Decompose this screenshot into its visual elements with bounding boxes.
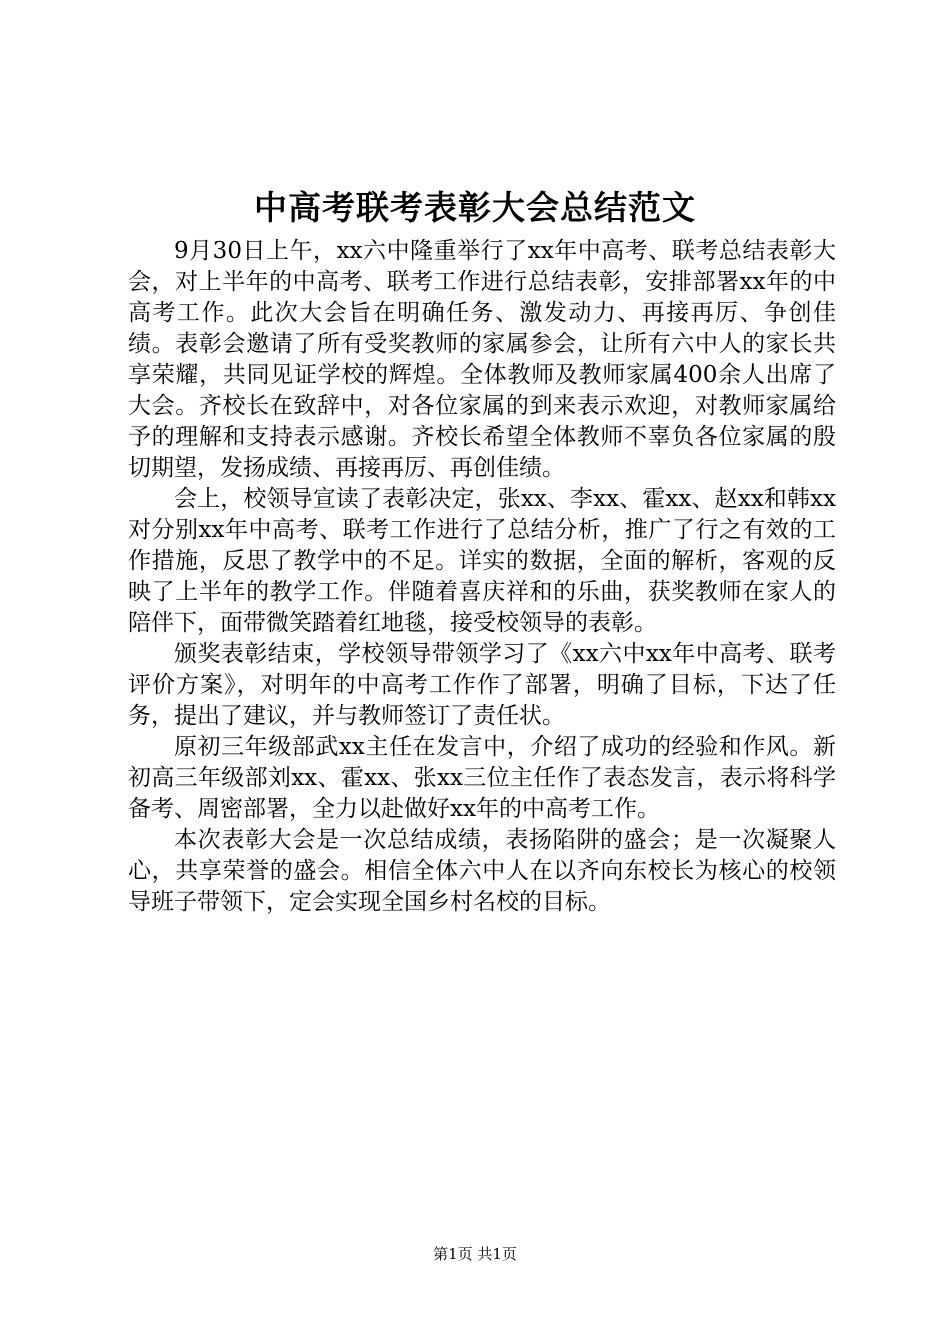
paragraph-4: 原初三年级部武xx主任在发言中，介绍了成功的经验和作风。新初高三年级部刘xx、霍xx、张xx三位主任作了表态发言，表示将科学备考、周密部署，全力以赴做好xx年的中高考工作。 xyxy=(128,734,836,822)
document-body xyxy=(128,236,836,918)
paragraph-3: 颁奖表彰结束，学校领导带领学习了《xx六中xx年中高考、联考评价方案》，对明年的中高考工作作了部署，明确了目标，下达了任务，提出了建议，并与教师签订了责任状。 xyxy=(128,641,836,729)
paragraph-1: 9月30日上午，xx六中隆重举行了xx年中高考、联考总结表彰大会，对上半年的中高考、联考工作进行总结表彰，安排部署xx年的中高考工作。此次大会旨在明确任务、激发动力、再接再厉、争创佳绩。表彰会邀请了所有受奖教师的家属参会，让所有六中人的家长共享荣耀，共同见证学校的辉煌。全体教师及教师家属400余人出席了大会。齐校长在致辞中，对各位家属的到来表示欢迎，对教师家属给予的理解和支持表示感谢。齐校长希望全体教师不辜负各位家属的殷切期望，发扬成绩、再接再厉、再创佳绩。 xyxy=(128,238,836,481)
document-title: 中高考联考表彰大会总结范文 xyxy=(254,188,696,227)
paragraph-2: 会上，校领导宣读了表彰决定，张xx、李xx、霍xx、赵xx和韩xx对分别xx年中高考、联考工作进行了总结分析，推广了行之有效的工作措施，反思了教学中的不足。详实的数据，全面的解析，客观的反映了上半年的教学工作。伴随着喜庆祥和的乐曲，获奖教师在家人的陪伴下，面带微笑踏着红地毯，接受校领导的表彰。 xyxy=(128,486,836,636)
page-footer: 第1页 共1页 xyxy=(433,1245,517,1263)
paragraph-5: 本次表彰大会是一次总结成绩，表扬陷阱的盛会；是一次凝聚人心，共享荣誉的盛会。相信全体六中人在以齐向东校长为核心的校领导班子带领下，定会实现全国乡村名校的目标。 xyxy=(128,827,836,915)
